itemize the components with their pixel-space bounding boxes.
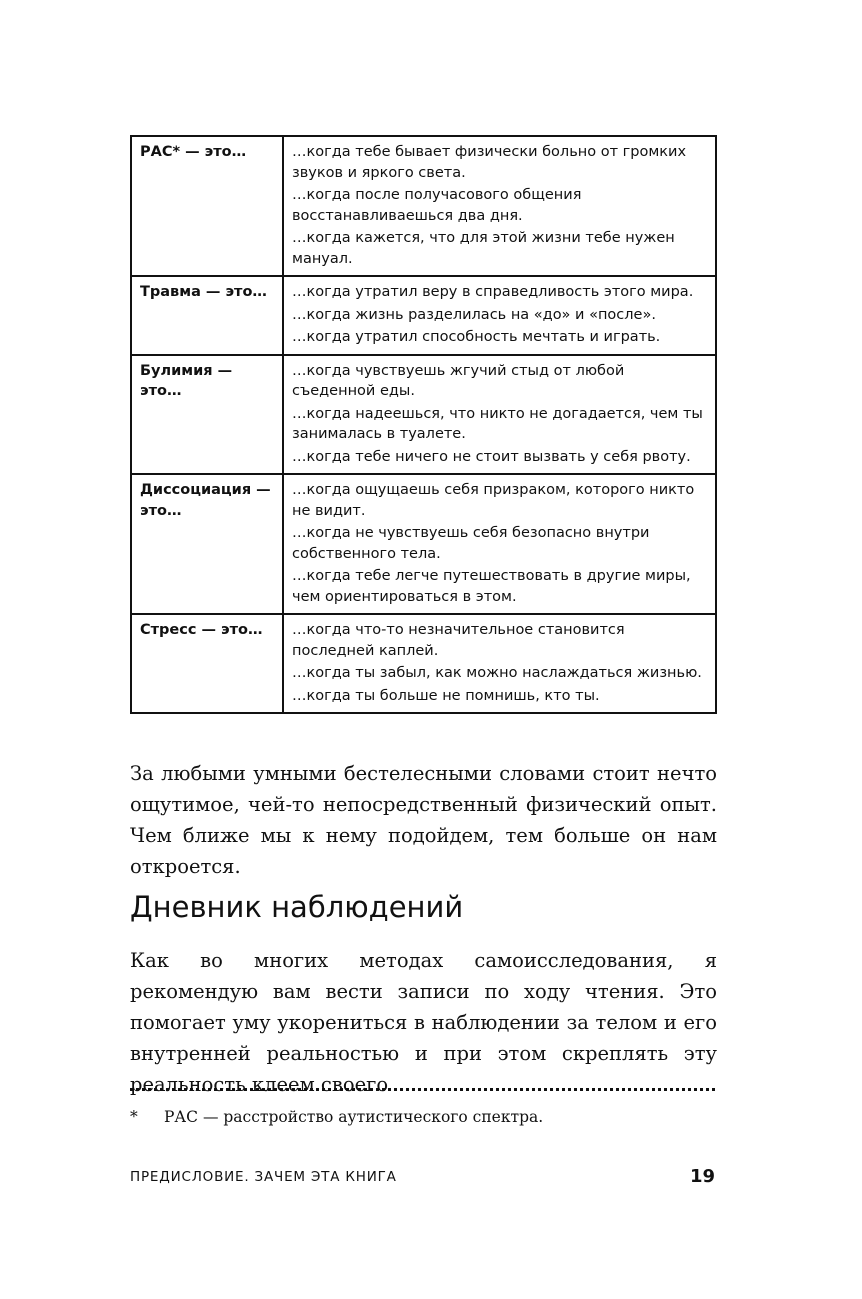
description-line: …когда после получасового общения восстанавливаешься два дня. — [292, 187, 582, 224]
description-line: …когда чувствуешь жгучий стыд от любой съеденной еды. — [292, 362, 625, 399]
section-heading: Дневник наблюдений — [130, 890, 464, 924]
body-paragraph-1 — [130, 758, 717, 882]
description-line: …когда ты забыл, как можно наслаждаться жизнью. — [292, 665, 702, 681]
running-title: ПРЕДИСЛОВИЕ. ЗАЧЕМ ЭТА КНИГА — [130, 1169, 397, 1185]
footnote — [130, 1105, 543, 1129]
table-row — [131, 355, 716, 475]
term-cell: Стресс — это… — [131, 614, 283, 713]
definitions-table-wrapper — [130, 135, 717, 714]
description-line: …когда тебе бывает физически больно от громких звуков и яркого света. — [292, 144, 687, 181]
description-cell — [283, 276, 716, 355]
footnote-separator — [130, 1088, 715, 1091]
body-paragraph-2 — [130, 945, 717, 1100]
footnote-mark: * — [130, 1108, 138, 1126]
description-line: …когда утратил способность мечтать и играть. — [292, 329, 661, 345]
description-line: …когда что-то незначительное становится последней каплей. — [292, 622, 625, 659]
footnote-text: РАС — расстройство аутистического спектра. — [164, 1108, 544, 1126]
description-line: …когда ощущаешь себя призраком, которого никто не видит. — [292, 482, 695, 519]
description-line: …когда не чувствуешь себя безопасно внутри собственного тела. — [292, 525, 650, 562]
table-row — [131, 276, 716, 355]
term-cell: Диссоциация — это… — [131, 474, 283, 614]
paragraph-text: Как во многих методах самоисследования, я рекомендую вам вести записи по ходу чтения. Это помогает уму укорениться в наблюдении за телом и его внутренней реальностью и при этом скреплять эту реальность клеем своего — [130, 949, 717, 1096]
description-cell — [283, 614, 716, 713]
table-row — [131, 136, 716, 276]
term-cell: Травма — это… — [131, 276, 283, 355]
table-row — [131, 474, 716, 614]
page-footer — [130, 1165, 715, 1189]
page-number: 19 — [689, 1166, 715, 1187]
description-line: …когда надеешься, что никто не догадается, чем ты занималась в туалете. — [292, 405, 703, 442]
description-line: …когда тебе легче путешествовать в другие миры, чем ориентироваться в этом. — [292, 568, 691, 605]
definitions-table — [130, 135, 717, 714]
description-line: …когда утратил веру в справедливость этого мира. — [292, 284, 694, 300]
table-row — [131, 614, 716, 713]
term-cell: Булимия — это… — [131, 355, 283, 475]
description-line: …когда ты больше не помнишь, кто ты. — [292, 687, 600, 704]
description-line: …когда тебе ничего не стоит вызвать у себя рвоту. — [292, 448, 691, 465]
description-cell — [283, 355, 716, 475]
term-cell: РАС* — это… — [131, 136, 283, 276]
paragraph-text: За любыми умными бестелесными словами стоит нечто ощутимое, чей-то непосредственный физический опыт. Чем ближе мы к нему подойдем, тем больше он нам откроется. — [130, 762, 717, 878]
definitions-table-body — [131, 136, 716, 713]
description-cell — [283, 474, 716, 614]
description-cell — [283, 136, 716, 276]
description-line: …когда кажется, что для этой жизни тебе нужен мануал. — [292, 230, 675, 267]
description-line: …когда жизнь разделилась на «до» и «после». — [292, 306, 656, 323]
